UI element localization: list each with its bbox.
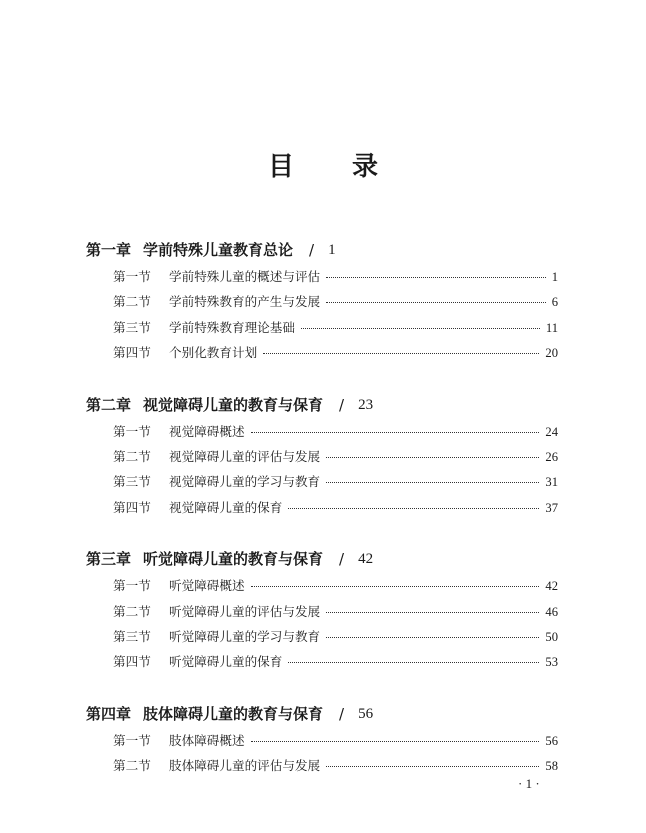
section-entry[interactable] — [86, 469, 558, 494]
section-entry[interactable] — [86, 753, 558, 778]
section-label: 第二节 — [113, 294, 151, 310]
section-page-number: 1 — [551, 270, 558, 284]
section-title: 视觉障碍儿童的评估与发展 — [169, 448, 321, 464]
dot-leader — [326, 598, 539, 613]
section-page-number: 20 — [545, 346, 558, 361]
chapter — [86, 702, 558, 779]
chapter — [86, 393, 558, 521]
section-label: 第二节 — [113, 603, 151, 619]
section-page-number: 24 — [545, 424, 558, 439]
section-page-number: 6 — [551, 295, 558, 310]
section-page-number: 11 — [545, 320, 558, 335]
section-page-number: 46 — [545, 604, 558, 619]
chapter-heading[interactable] — [86, 547, 558, 571]
chapter-separator: / — [309, 241, 315, 259]
section-title: 肢体障碍儿童的评估与发展 — [169, 758, 321, 774]
dot-leader — [326, 468, 539, 483]
chapter-separator: / — [339, 395, 345, 414]
section-label: 第三节 — [113, 474, 151, 490]
section-label: 第三节 — [113, 628, 151, 644]
section-title: 视觉障碍儿童的保育 — [169, 499, 283, 515]
section-title: 肢体障碍概述 — [169, 732, 245, 748]
dot-leader — [263, 339, 539, 354]
section-title: 听觉障碍儿童的保育 — [169, 654, 283, 670]
dot-leader — [326, 623, 539, 638]
dot-leader — [326, 752, 539, 767]
section-title: 学前特殊儿童的概述与评估 — [169, 269, 321, 284]
chapter-label: 第三章 — [86, 550, 132, 569]
section-entry[interactable] — [86, 624, 558, 649]
chapter-title: 肢体障碍儿童的教育与保育 — [143, 704, 324, 723]
section-title: 听觉障碍概述 — [169, 578, 245, 594]
section-entry[interactable] — [86, 573, 558, 598]
dot-leader — [251, 727, 540, 742]
section-label: 第二节 — [113, 758, 151, 774]
section-label: 第一节 — [113, 732, 151, 748]
chapter-label: 第四章 — [86, 704, 132, 723]
section-label: 第二节 — [113, 448, 151, 464]
section-entry[interactable] — [86, 444, 558, 469]
chapter-heading[interactable] — [86, 238, 558, 262]
section-label: 第一节 — [113, 578, 151, 594]
chapter-separator: / — [339, 550, 345, 569]
chapter-page-number: 42 — [358, 551, 374, 568]
chapter-heading[interactable] — [86, 393, 558, 417]
table-of-contents — [86, 238, 558, 805]
section-title: 听觉障碍儿童的学习与教育 — [169, 628, 321, 644]
section-page-number: 56 — [545, 733, 558, 748]
section-title: 学前特殊教育理论基础 — [169, 319, 295, 335]
section-label: 第四节 — [113, 345, 151, 361]
section-page-number: 37 — [545, 500, 558, 515]
dot-leader — [288, 494, 539, 509]
section-title: 视觉障碍概述 — [169, 423, 245, 439]
section-label: 第一节 — [113, 423, 151, 439]
chapter-title: 视觉障碍儿童的教育与保育 — [143, 395, 324, 414]
chapter — [86, 238, 558, 366]
section-entry[interactable] — [86, 728, 558, 753]
chapter-page-number: 23 — [358, 396, 374, 413]
dot-leader — [326, 263, 546, 278]
section-page-number: 31 — [545, 475, 558, 490]
chapter-title: 学前特殊儿童教育总论 — [143, 241, 294, 259]
section-page-number: 58 — [545, 759, 558, 774]
section-label: 第四节 — [113, 654, 151, 670]
section-entry[interactable] — [86, 340, 558, 365]
section-page-number: 42 — [545, 579, 558, 594]
page-number: · 1 · — [518, 776, 540, 791]
chapter-label: 第一章 — [86, 241, 132, 259]
section-page-number: 53 — [545, 655, 558, 670]
dot-leader — [251, 572, 540, 587]
dot-leader — [326, 443, 539, 458]
page-title: 目录 — [267, 152, 436, 182]
dot-leader — [288, 648, 539, 663]
section-page-number: 26 — [545, 449, 558, 464]
chapter-heading[interactable] — [86, 702, 558, 726]
section-entry[interactable] — [86, 495, 558, 520]
section-entry[interactable] — [86, 289, 558, 314]
section-page-number: 50 — [545, 629, 558, 644]
chapter-page-number: 1 — [328, 242, 336, 258]
dot-leader — [251, 418, 540, 433]
section-entry[interactable] — [86, 649, 558, 674]
chapter — [86, 547, 558, 675]
dot-leader — [326, 288, 546, 303]
section-entry[interactable] — [86, 599, 558, 624]
chapter-label: 第二章 — [86, 395, 132, 414]
section-title: 个别化教育计划 — [169, 345, 258, 361]
chapter-title: 听觉障碍儿童的教育与保育 — [143, 550, 324, 569]
section-label: 第一节 — [113, 269, 151, 284]
dot-leader — [301, 314, 540, 329]
section-title: 学前特殊教育的产生与发展 — [169, 294, 321, 310]
section-title: 听觉障碍儿童的评估与发展 — [169, 603, 321, 619]
chapter-page-number: 56 — [358, 705, 374, 722]
section-label: 第四节 — [113, 499, 151, 515]
chapter-separator: / — [339, 704, 345, 723]
section-title: 视觉障碍儿童的学习与教育 — [169, 474, 321, 490]
section-entry[interactable] — [86, 264, 558, 289]
section-entry[interactable] — [86, 315, 558, 340]
section-entry[interactable] — [86, 419, 558, 444]
section-label: 第三节 — [113, 319, 151, 335]
